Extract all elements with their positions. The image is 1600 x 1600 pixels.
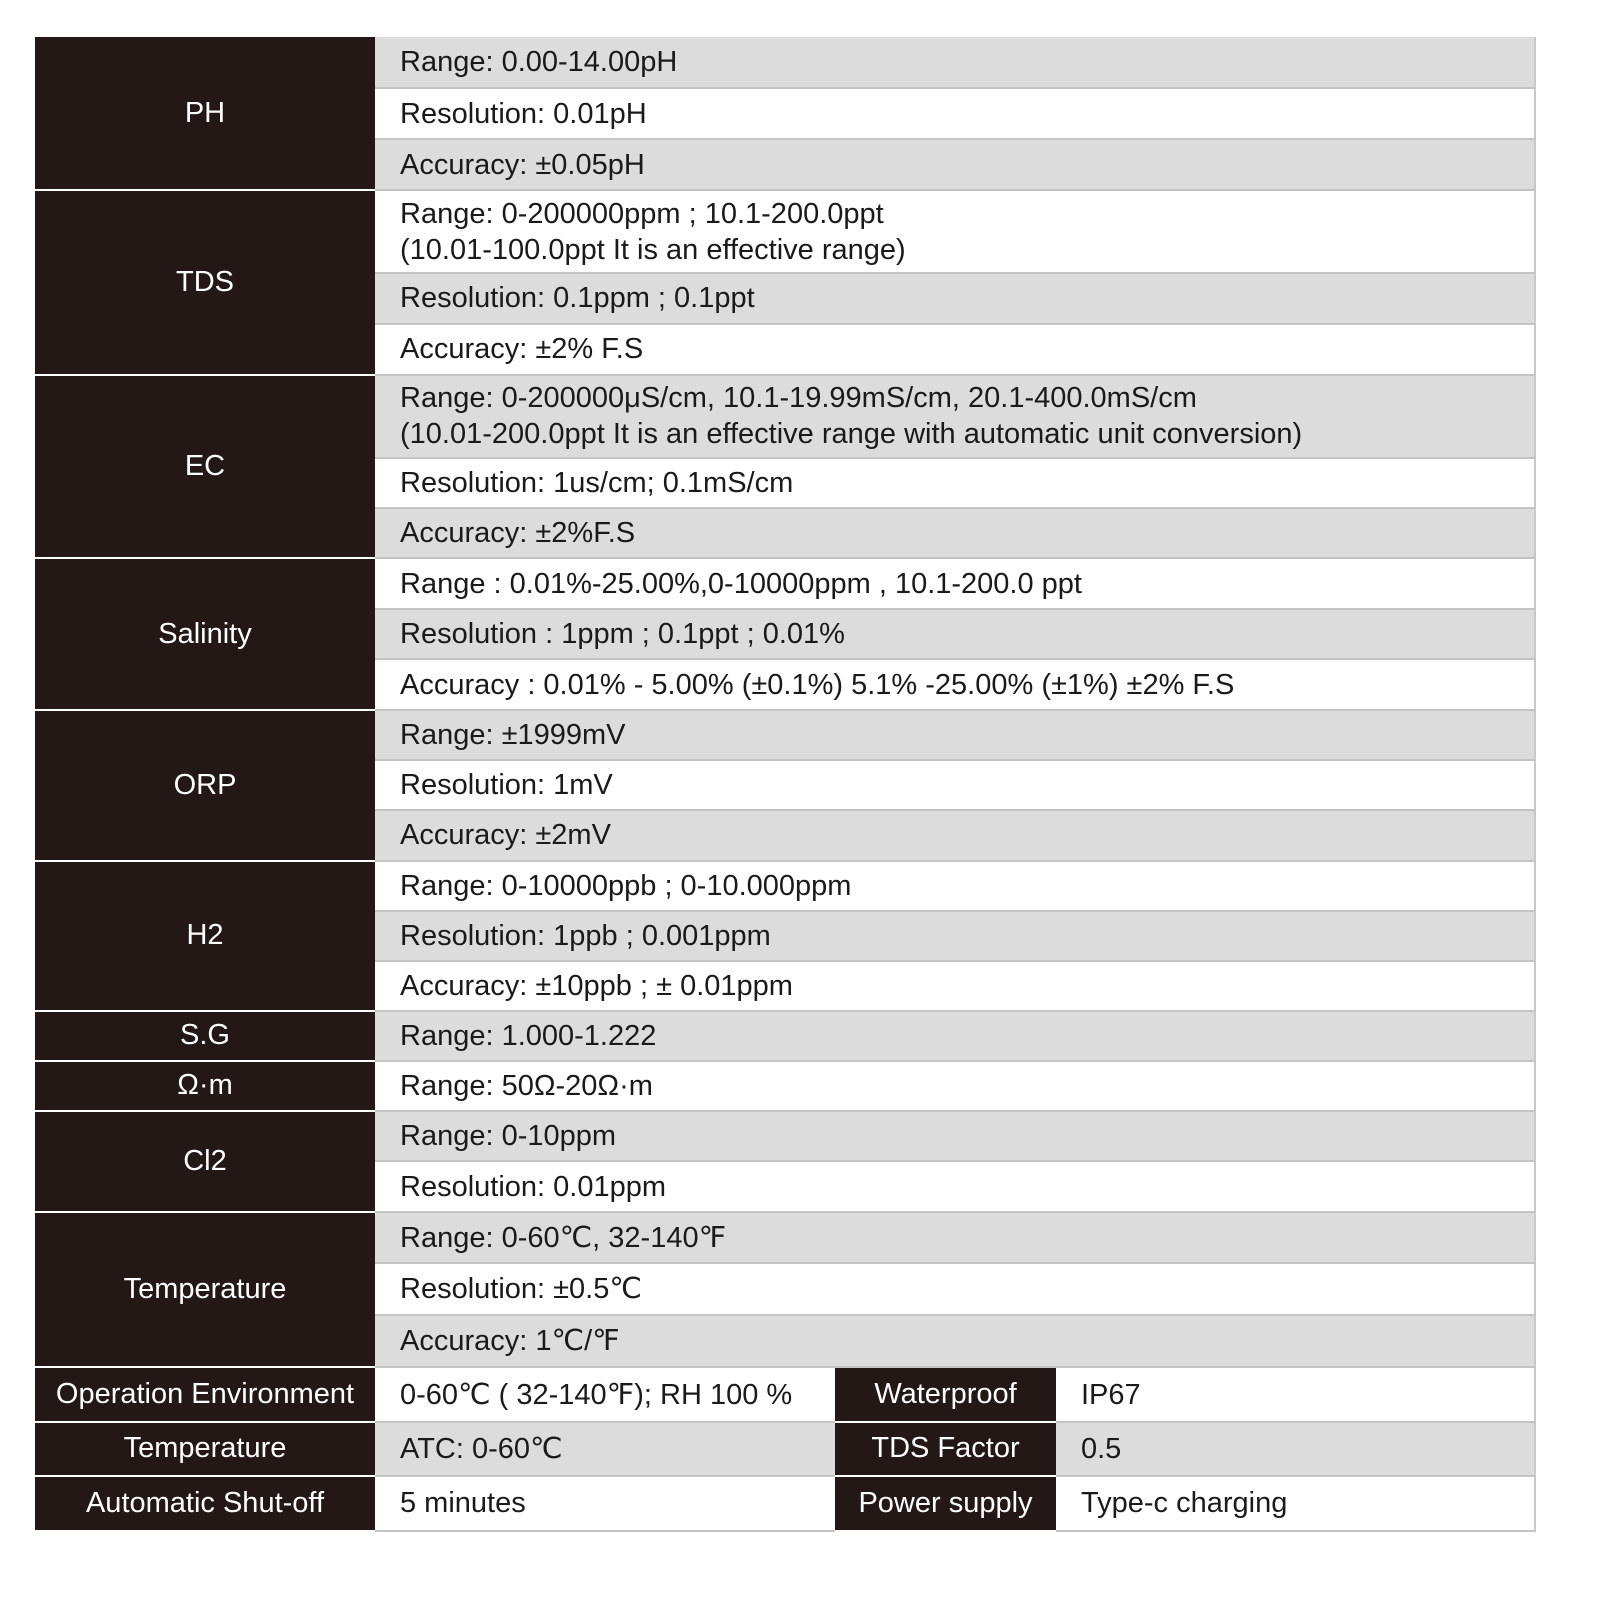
automatic-shutoff-label: Automatic Shut-off <box>35 1476 375 1531</box>
cl2-label: Cl2 <box>35 1111 375 1212</box>
cl2-range: Range: 0-10ppm <box>375 1111 1535 1161</box>
h2-resolution: Resolution: 1ppb ; 0.001ppm <box>375 911 1535 961</box>
ph-label: PH <box>35 37 375 190</box>
h2-row <box>35 861 1535 911</box>
ec-resolution: Resolution: 1us/cm; 0.1mS/cm <box>375 458 1535 508</box>
h2-range: Range: 0-10000ppb ; 0-10.000ppm <box>375 861 1535 911</box>
tds-factor-label: TDS Factor <box>835 1422 1056 1476</box>
salinity-resolution: Resolution : 1ppm ; 0.1ppt ; 0.01% <box>375 609 1535 659</box>
ec-accuracy: Accuracy: ±2%F.S <box>375 508 1535 558</box>
automatic-shutoff-value: 5 minutes <box>375 1476 835 1531</box>
salinity-row <box>35 558 1535 609</box>
footer-row <box>35 1367 1535 1421</box>
tds-range-line1: Range: 0-200000ppm ; 10.1-200.0ppt <box>400 197 884 230</box>
tds-factor-value: 0.5 <box>1056 1422 1535 1476</box>
tds-row <box>35 190 1535 273</box>
ph-row <box>35 37 1535 88</box>
ph-range: Range: 0.00-14.00pH <box>375 37 1535 88</box>
sg-label: S.G <box>35 1011 375 1061</box>
ec-row <box>35 375 1535 458</box>
power-supply-label: Power supply <box>835 1476 1056 1531</box>
temperature-range: Range: 0-60℃, 32-140℉ <box>375 1212 1535 1263</box>
ph-resolution: Resolution: 0.01pH <box>375 88 1535 139</box>
ph-accuracy: Accuracy: ±0.05pH <box>375 139 1535 190</box>
temperature-row <box>35 1212 1535 1263</box>
sg-range: Range: 1.000-1.222 <box>375 1011 1535 1061</box>
atc-temperature-label: Temperature <box>35 1422 375 1476</box>
cl2-resolution: Resolution: 0.01ppm <box>375 1161 1535 1212</box>
orp-accuracy: Accuracy: ±2mV <box>375 810 1535 860</box>
salinity-accuracy: Accuracy : 0.01% - 5.00% (±0.1%) 5.1% -25.00% (±1%) ±2% F.S <box>375 659 1535 710</box>
atc-temperature-value: ATC: 0-60℃ <box>375 1422 835 1476</box>
tds-resolution: Resolution: 0.1ppm ; 0.1ppt <box>375 273 1535 323</box>
tds-accuracy: Accuracy: ±2% F.S <box>375 324 1535 375</box>
h2-label: H2 <box>35 861 375 1011</box>
orp-row <box>35 710 1535 760</box>
orp-resolution: Resolution: 1mV <box>375 760 1535 810</box>
temperature-resolution: Resolution: ±0.5℃ <box>375 1263 1535 1315</box>
operation-environment-value: 0-60℃ ( 32-140℉); RH 100 % <box>375 1367 835 1421</box>
ec-range-line2: (10.01-200.0ppt It is an effective range with automatic unit conversion) <box>400 418 1303 451</box>
h2-accuracy: Accuracy: ±10ppb ; ± 0.01ppm <box>375 961 1535 1011</box>
salinity-range: Range : 0.01%-25.00%,0-10000ppm , 10.1-200.0 ppt <box>375 558 1535 609</box>
waterproof-label: Waterproof <box>835 1367 1056 1421</box>
temperature-label: Temperature <box>35 1212 375 1367</box>
ohm-range: Range: 50Ω-20Ω·m <box>375 1061 1535 1111</box>
spec-table <box>35 37 1536 1532</box>
tds-range <box>375 190 1535 273</box>
footer-row <box>35 1476 1535 1531</box>
operation-environment-label: Operation Environment <box>35 1367 375 1421</box>
salinity-label: Salinity <box>35 558 375 710</box>
ohm-label: Ω·m <box>35 1061 375 1111</box>
power-supply-value: Type-c charging <box>1056 1476 1535 1531</box>
ec-range-line1: Range: 0-200000μS/cm, 10.1-19.99mS/cm, 20.1-400.0mS/cm <box>400 382 1197 415</box>
tds-range-line2: (10.01-100.0ppt It is an effective range) <box>400 233 906 266</box>
waterproof-value: IP67 <box>1056 1367 1535 1421</box>
ohm-row <box>35 1061 1535 1111</box>
orp-label: ORP <box>35 710 375 860</box>
cl2-row <box>35 1111 1535 1161</box>
sg-row <box>35 1011 1535 1061</box>
footer-row <box>35 1422 1535 1476</box>
tds-label: TDS <box>35 190 375 374</box>
ec-range <box>375 375 1535 458</box>
orp-range: Range: ±1999mV <box>375 710 1535 760</box>
ec-label: EC <box>35 375 375 558</box>
temperature-accuracy: Accuracy: 1℃/℉ <box>375 1315 1535 1367</box>
